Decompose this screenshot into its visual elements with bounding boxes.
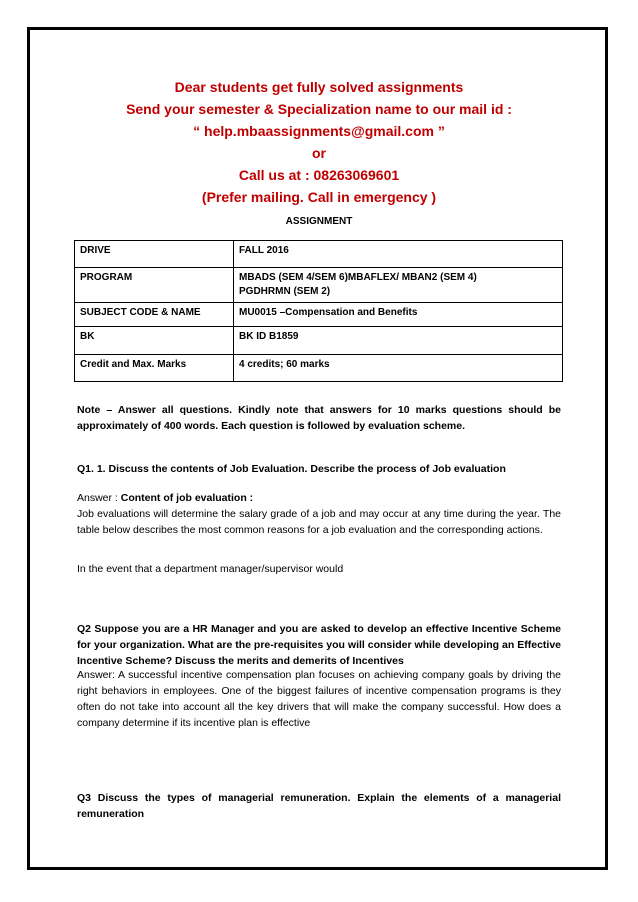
table-value-program	[234, 268, 563, 303]
table-value-credits: 4 credits; 60 marks	[234, 355, 563, 382]
answer-1-continuation: In the event that a department manager/supervisor would	[77, 563, 344, 575]
table-key-program: PROGRAM	[75, 268, 234, 303]
header-prefer-note: (Prefer mailing. Call in emergency )	[201, 189, 437, 205]
promo-header	[30, 76, 608, 208]
table-row-subject	[75, 303, 563, 327]
note-paragraph: Note – Answer all questions. Kindly note that answers for 10 marks questions should be approximately of 400 words. Each question is followed by evaluation scheme.	[77, 404, 561, 432]
header-email: “ help.mbaassignments@gmail.com ”	[193, 123, 445, 139]
program-line-1: MBADS (SEM 4/SEM 6)MBAFLEX/ MBAN2 (SEM 4)	[239, 272, 477, 283]
assignment-title: ASSIGNMENT	[285, 216, 353, 227]
table-row-credits	[75, 355, 563, 382]
question-2: Q2 Suppose you are a HR Manager and you are asked to develop an effective Incentive Scheme for your organization. What are the pre-requisites you will consider while developing an Effective Incentive Scheme? Discuss the merits and demerits of Incentives	[77, 623, 561, 667]
table-key-subject: SUBJECT CODE & NAME	[75, 303, 234, 327]
assignment-info-table	[74, 240, 563, 382]
answer-2: Answer: A successful incentive compensation plan focuses on achieving company goals by driving the right behaviors in employees. One of the biggest failures of incentive compensation programs is they often do not take into account all the key drivers that will make the company successful. How does a company determine if its incentive plan is effective	[77, 669, 561, 729]
table-row-program	[75, 268, 563, 303]
header-phone: Call us at : 08263069601	[238, 167, 400, 183]
answer-1-heading: Content of job evaluation :	[120, 492, 254, 504]
answer-1-heading-line	[77, 490, 561, 506]
answer-1	[77, 490, 561, 538]
header-line-1: Dear students get fully solved assignments	[174, 79, 464, 95]
table-row-bk	[75, 327, 563, 355]
question-3: Q3 Discuss the types of managerial remuneration. Explain the elements of a managerial remuneration	[77, 792, 561, 820]
answer-1-text: Job evaluations will determine the salary grade of a job and may occur at any time during the year. The table below describes the most common reasons for a job evaluation and the corresponding actions.	[77, 508, 561, 536]
question-1: Q1. 1. Discuss the contents of Job Evaluation. Describe the process of Job evaluation	[77, 463, 506, 475]
table-value-bk: BK ID B1859	[234, 327, 563, 355]
answer-1-label: Answer :	[77, 492, 121, 504]
table-key-drive: DRIVE	[75, 241, 234, 268]
table-key-bk: BK	[75, 327, 234, 355]
header-or: or	[312, 145, 326, 161]
table-key-credits: Credit and Max. Marks	[75, 355, 234, 382]
table-value-drive: FALL 2016	[234, 241, 563, 268]
program-line-2: PGDHRMN (SEM 2)	[239, 286, 331, 297]
table-row-drive	[75, 241, 563, 268]
table-value-subject: MU0015 –Compensation and Benefits	[234, 303, 563, 327]
header-line-2: Send your semester & Specialization name to our mail id :	[126, 101, 512, 117]
